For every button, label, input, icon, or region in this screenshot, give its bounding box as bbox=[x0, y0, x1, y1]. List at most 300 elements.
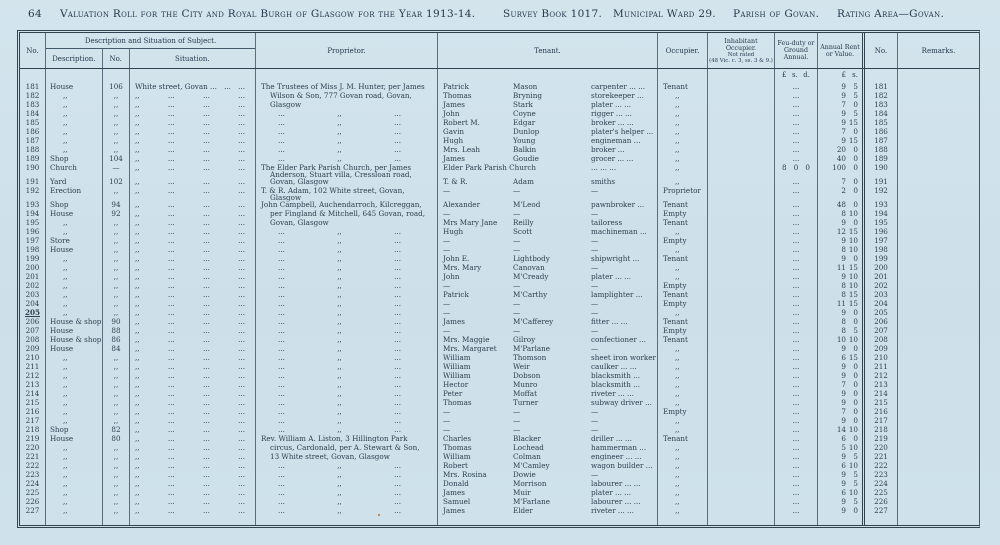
cell-no-right bbox=[865, 69, 898, 82]
cell-no-right: 227 bbox=[865, 506, 898, 515]
cell-description: ,, bbox=[46, 118, 103, 127]
cell-no: 190 bbox=[20, 163, 46, 172]
cell-annual-rent: 9 10 bbox=[818, 236, 865, 245]
cell-tenant: James Muir plater ... ... bbox=[438, 488, 658, 497]
cell-street-no: ,, bbox=[103, 389, 130, 398]
cell-no-right: 186 bbox=[865, 127, 898, 136]
cell-occupier: Empty bbox=[658, 209, 708, 218]
cell-proprietor: Govan, Glasgow bbox=[256, 177, 438, 186]
cell-feu-duty: ... bbox=[775, 263, 818, 272]
cell-street-no: ,, bbox=[103, 407, 130, 416]
cell-situation: ,, ... ... ... bbox=[130, 452, 256, 461]
cell-feu-duty: ... bbox=[775, 91, 818, 100]
cell-street-no: ,, bbox=[103, 353, 130, 362]
table-row bbox=[20, 100, 979, 109]
cell-description: ,, bbox=[46, 218, 103, 227]
cell-filler bbox=[20, 515, 46, 525]
cell-occupier: Empty bbox=[658, 236, 708, 245]
cell-feu-duty: ... bbox=[775, 200, 818, 209]
cell-filler bbox=[898, 515, 979, 525]
cell-no: 197 bbox=[20, 236, 46, 245]
header-occupier: Occupier. bbox=[658, 33, 708, 68]
cell-annual-rent: 9 10 bbox=[818, 272, 865, 281]
cell-feu-duty: ... bbox=[775, 470, 818, 479]
cell-annual-rent: 8 10 bbox=[818, 281, 865, 290]
cell-street-no: ,, bbox=[103, 145, 130, 154]
cell-occupier: ,, bbox=[658, 227, 708, 236]
cell-inhabitant-occupier bbox=[708, 479, 775, 488]
cell-no-right: 216 bbox=[865, 407, 898, 416]
cell-tenant: — — — bbox=[438, 407, 658, 416]
cell-street-no: 104 bbox=[103, 154, 130, 163]
cell-description: ,, bbox=[46, 353, 103, 362]
cell-situation: ,, ... ... ... bbox=[130, 470, 256, 479]
cell-tenant: Thomas Turner subway driver ... bbox=[438, 398, 658, 407]
cell-occupier: ,, bbox=[658, 145, 708, 154]
cell-occupier: ,, bbox=[658, 272, 708, 281]
cell-proprietor: The Trustees of Miss J. M. Hunter, per James bbox=[256, 82, 438, 91]
table-row bbox=[20, 209, 979, 218]
cell-situation: ,, ... ... ... bbox=[130, 154, 256, 163]
cell-filler bbox=[103, 515, 130, 525]
cell-situation: ,, ... ... ... bbox=[130, 335, 256, 344]
cell-inhabitant-occupier bbox=[708, 127, 775, 136]
cell-situation: ,, ... ... ... bbox=[130, 254, 256, 263]
cell-annual-rent: 9 0 bbox=[818, 389, 865, 398]
cell-occupier: Tenant bbox=[658, 335, 708, 344]
cell-inhabitant-occupier bbox=[708, 91, 775, 100]
cell-remarks bbox=[898, 227, 979, 236]
cell-occupier: ,, bbox=[658, 371, 708, 380]
cell-situation: ,, ... ... ... bbox=[130, 272, 256, 281]
cell-situation: ,, ... ... ... bbox=[130, 186, 256, 195]
cell-feu-duty: ... bbox=[775, 344, 818, 353]
survey-book-label: Survey Book 1017. bbox=[503, 8, 603, 20]
cell-feu-duty: 8 0 0 bbox=[775, 163, 818, 172]
table-row bbox=[20, 452, 979, 461]
cell-occupier: ,, bbox=[658, 380, 708, 389]
cell-filler bbox=[818, 515, 865, 525]
cell-feu-duty: ... bbox=[775, 299, 818, 308]
cell-annual-rent: 9 15 bbox=[818, 118, 865, 127]
cell-no-right: 200 bbox=[865, 263, 898, 272]
cell-remarks bbox=[898, 425, 979, 434]
cell-situation: White street, Govan ... ... ... bbox=[130, 82, 256, 91]
cell-tenant: Mrs. Rosina Dowie — bbox=[438, 470, 658, 479]
cell-description: Church bbox=[46, 163, 103, 172]
cell-feu-duty: ... bbox=[775, 452, 818, 461]
cell-situation: ,, ... ... ... bbox=[130, 236, 256, 245]
cell-feu-duty: ... bbox=[775, 109, 818, 118]
table-row bbox=[20, 425, 979, 434]
cell-annual-rent: 11 15 bbox=[818, 263, 865, 272]
cell-occupier: ,, bbox=[658, 506, 708, 515]
cell-remarks bbox=[898, 416, 979, 425]
cell-no-right: 195 bbox=[865, 218, 898, 227]
cell-tenant: John E. Lightbody shipwright ... bbox=[438, 254, 658, 263]
cell-feu-duty: ... bbox=[775, 506, 818, 515]
cell-street-no: ,, bbox=[103, 218, 130, 227]
cell-feu-duty: ... bbox=[775, 186, 818, 195]
header-description-group bbox=[46, 33, 256, 68]
table-row bbox=[20, 371, 979, 380]
cell-occupier: ,, bbox=[658, 497, 708, 506]
cell-description: ,, bbox=[46, 371, 103, 380]
cell-inhabitant-occupier bbox=[708, 425, 775, 434]
table-body bbox=[20, 69, 979, 525]
cell-inhabitant-occupier bbox=[708, 326, 775, 335]
table-row bbox=[20, 407, 979, 416]
cell-occupier: ,, bbox=[658, 461, 708, 470]
header-description: Description. bbox=[46, 49, 103, 68]
cell-remarks bbox=[898, 461, 979, 470]
table-row bbox=[20, 218, 979, 227]
cell-description: ,, bbox=[46, 299, 103, 308]
cell-description: House bbox=[46, 434, 103, 443]
cell-proprietor: Glasgow bbox=[256, 100, 438, 109]
cell-annual-rent: 9 5 bbox=[818, 497, 865, 506]
cell-description: ,, bbox=[46, 362, 103, 371]
cell-no: 182 bbox=[20, 91, 46, 100]
cell-description: House bbox=[46, 245, 103, 254]
cell-situation bbox=[130, 69, 256, 82]
cell-no: 188 bbox=[20, 145, 46, 154]
cell-annual-rent: 9 0 bbox=[818, 308, 865, 317]
cell-situation: ,, ... ... ... bbox=[130, 497, 256, 506]
table-row bbox=[20, 163, 979, 172]
cell-proprietor: ... ,, ... bbox=[256, 127, 438, 136]
table-row bbox=[20, 281, 979, 290]
cell-situation: ,, ... ... ... bbox=[130, 425, 256, 434]
cell-street-no: ,, bbox=[103, 263, 130, 272]
cell-inhabitant-occupier bbox=[708, 389, 775, 398]
cell-proprietor: ... ,, ... bbox=[256, 317, 438, 326]
cell-inhabitant-occupier bbox=[708, 200, 775, 209]
cell-situation: ,, ... ... ... bbox=[130, 209, 256, 218]
cell-inhabitant-occupier bbox=[708, 317, 775, 326]
cell-annual-rent: 9 0 bbox=[818, 371, 865, 380]
cell-no-right: 187 bbox=[865, 136, 898, 145]
cell-remarks bbox=[898, 91, 979, 100]
cell-feu-duty: ... bbox=[775, 335, 818, 344]
table-row bbox=[20, 416, 979, 425]
cell-proprietor: ... ,, ... bbox=[256, 398, 438, 407]
cell-description: ,, bbox=[46, 254, 103, 263]
cell-annual-rent: 6 10 bbox=[818, 488, 865, 497]
cell-no: 227 bbox=[20, 506, 46, 515]
cell-annual-rent: 9 15 bbox=[818, 136, 865, 145]
table-row bbox=[20, 353, 979, 362]
cell-inhabitant-occupier bbox=[708, 506, 775, 515]
cell-filler bbox=[865, 515, 898, 525]
cell-tenant: — — — bbox=[438, 299, 658, 308]
cell-remarks bbox=[898, 163, 979, 172]
cell-annual-rent: 9 0 bbox=[818, 416, 865, 425]
cell-remarks bbox=[898, 443, 979, 452]
cell-remarks bbox=[898, 353, 979, 362]
cell-annual-rent: 10 10 bbox=[818, 335, 865, 344]
cell-description: ,, bbox=[46, 389, 103, 398]
cell-occupier: ,, bbox=[658, 362, 708, 371]
cell-no: 208 bbox=[20, 335, 46, 344]
cell-street-no: ,, bbox=[103, 443, 130, 452]
cell-description: ,, bbox=[46, 452, 103, 461]
cell-inhabitant-occupier bbox=[708, 371, 775, 380]
cell-remarks bbox=[898, 326, 979, 335]
cell-no-right: 214 bbox=[865, 389, 898, 398]
cell-situation: ,, ... ... ... bbox=[130, 200, 256, 209]
cell-tenant: Mrs. Mary Canovan — bbox=[438, 263, 658, 272]
cell-proprietor: ... ,, ... bbox=[256, 416, 438, 425]
cell-no-right: 192 bbox=[865, 186, 898, 195]
cell-no-right: 213 bbox=[865, 380, 898, 389]
cell-no-right: 193 bbox=[865, 200, 898, 209]
cell-street-no: 88 bbox=[103, 326, 130, 335]
cell-feu-duty: ... bbox=[775, 425, 818, 434]
cell-situation: ,, ... ... ... bbox=[130, 326, 256, 335]
cell-proprietor: ... ,, ... bbox=[256, 227, 438, 236]
cell-situation: ,, ... ... ... bbox=[130, 109, 256, 118]
cell-no-right: 217 bbox=[865, 416, 898, 425]
cell-remarks bbox=[898, 186, 979, 195]
table-row bbox=[20, 308, 979, 317]
cell-no: 221 bbox=[20, 452, 46, 461]
cell-occupier: Empty bbox=[658, 326, 708, 335]
cell-tenant: James Elder riveter ... ... bbox=[438, 506, 658, 515]
cell-description: Shop bbox=[46, 425, 103, 434]
cell-remarks bbox=[898, 254, 979, 263]
cell-remarks bbox=[898, 245, 979, 254]
cell-no: 209 bbox=[20, 344, 46, 353]
cell-street-no: ,, bbox=[103, 290, 130, 299]
cell-filler bbox=[130, 515, 256, 525]
cell-occupier: Empty bbox=[658, 281, 708, 290]
cell-street-no: ,, bbox=[103, 136, 130, 145]
cell-inhabitant-occupier bbox=[708, 461, 775, 470]
cell-situation: ,, ... ... ... bbox=[130, 371, 256, 380]
cell-annual-rent: 9 0 bbox=[818, 254, 865, 263]
cell-proprietor: Anderson, Stuart villa, Cressloan road, bbox=[256, 170, 438, 177]
cell-description: House & shop bbox=[46, 317, 103, 326]
cell-no: 219 bbox=[20, 434, 46, 443]
cell-remarks bbox=[898, 118, 979, 127]
filler-row bbox=[20, 515, 979, 525]
cell-situation: ,, ... ... ... bbox=[130, 299, 256, 308]
cell-remarks bbox=[898, 362, 979, 371]
cell-annual-rent: 7 0 bbox=[818, 380, 865, 389]
cell-proprietor: ... ,, ... bbox=[256, 470, 438, 479]
cell-feu-duty: ... bbox=[775, 281, 818, 290]
cell-description: ,, bbox=[46, 281, 103, 290]
cell-situation: ,, ... ... ... bbox=[130, 136, 256, 145]
cell-feu-duty: ... bbox=[775, 497, 818, 506]
cell-tenant: — — — bbox=[438, 416, 658, 425]
cell-proprietor: ... ,, ... bbox=[256, 308, 438, 317]
cell-situation: ,, ... ... ... bbox=[130, 263, 256, 272]
cell-proprietor: ... ,, ... bbox=[256, 362, 438, 371]
cell-feu-duty: ... bbox=[775, 127, 818, 136]
cell-no: 184 bbox=[20, 109, 46, 118]
cell-street-no: ,, bbox=[103, 118, 130, 127]
cell-street-no: ,, bbox=[103, 398, 130, 407]
cell-occupier: Empty bbox=[658, 299, 708, 308]
cell-proprietor: Rev. William A. Liston, 3 Hillington Park bbox=[256, 434, 438, 443]
cell-annual-rent: 9 5 bbox=[818, 452, 865, 461]
cell-feu-duty: ... bbox=[775, 100, 818, 109]
cell-feu-duty: ... bbox=[775, 227, 818, 236]
table-header bbox=[20, 33, 979, 69]
cell-remarks bbox=[898, 434, 979, 443]
cell-description: ,, bbox=[46, 470, 103, 479]
cell-occupier: ,, bbox=[658, 398, 708, 407]
cell-feu-duty: ... bbox=[775, 177, 818, 186]
cell-inhabitant-occupier bbox=[708, 254, 775, 263]
cell-no-right: 218 bbox=[865, 425, 898, 434]
cell-occupier: ,, bbox=[658, 100, 708, 109]
cell-description: ,, bbox=[46, 136, 103, 145]
cell-situation: ,, ... ... ... bbox=[130, 145, 256, 154]
table-row bbox=[20, 506, 979, 515]
cell-inhabitant-occupier bbox=[708, 227, 775, 236]
page-number: 64 bbox=[28, 8, 42, 20]
cell-inhabitant-occupier bbox=[708, 299, 775, 308]
cell-proprietor bbox=[256, 69, 438, 82]
table-row bbox=[20, 443, 979, 452]
cell-inhabitant-occupier bbox=[708, 434, 775, 443]
cell-no: 206 bbox=[20, 317, 46, 326]
table-row bbox=[20, 488, 979, 497]
cell-remarks bbox=[898, 335, 979, 344]
cell-street-no: ,, bbox=[103, 416, 130, 425]
parish-label: Parish of Govan. bbox=[733, 8, 820, 20]
cell-remarks bbox=[898, 479, 979, 488]
cell-situation: ,, ... ... ... bbox=[130, 163, 256, 172]
cell-feu-duty: ... bbox=[775, 154, 818, 163]
cell-street-no: ,, bbox=[103, 236, 130, 245]
cell-description: ,, bbox=[46, 109, 103, 118]
valuation-table bbox=[17, 30, 980, 528]
cell-remarks bbox=[898, 82, 979, 91]
cell-proprietor: ... ,, ... bbox=[256, 479, 438, 488]
cell-street-no: ,, bbox=[103, 127, 130, 136]
cell-annual-rent: 40 0 bbox=[818, 154, 865, 163]
cell-street-no: ,, bbox=[103, 497, 130, 506]
cell-annual-rent: 9 0 bbox=[818, 344, 865, 353]
cell-situation: ,, ... ... ... bbox=[130, 398, 256, 407]
cell-tenant: — — — bbox=[438, 326, 658, 335]
cell-proprietor: ... ,, ... bbox=[256, 461, 438, 470]
cell-annual-rent: 5 10 bbox=[818, 443, 865, 452]
cell-street-no: 90 bbox=[103, 317, 130, 326]
cell-tenant: Mrs. Maggie Gilroy confectioner ... bbox=[438, 335, 658, 344]
cell-filler bbox=[438, 515, 658, 525]
cell-situation: ,, ... ... ... bbox=[130, 227, 256, 236]
header-street-no: No. bbox=[103, 49, 130, 68]
cell-annual-rent: 11 15 bbox=[818, 299, 865, 308]
cell-street-no: ,, bbox=[103, 488, 130, 497]
cell-street-no: 80 bbox=[103, 434, 130, 443]
cell-occupier: Tenant bbox=[658, 434, 708, 443]
cell-annual-rent: 8 15 bbox=[818, 290, 865, 299]
table-row bbox=[20, 227, 979, 236]
cell-remarks bbox=[898, 371, 979, 380]
cell-feu-duty: ... bbox=[775, 371, 818, 380]
cell-tenant: John M'Cready plater ... ... bbox=[438, 272, 658, 281]
cell-tenant: Donald Morrison labourer ... ... bbox=[438, 479, 658, 488]
cell-inhabitant-occupier bbox=[708, 290, 775, 299]
cell-tenant: William Colman engineer ... ... bbox=[438, 452, 658, 461]
cell-proprietor: ... ,, ... bbox=[256, 407, 438, 416]
cell-street-no: ,, bbox=[103, 227, 130, 236]
table-row bbox=[20, 344, 979, 353]
cell-inhabitant-occupier bbox=[708, 263, 775, 272]
cell-tenant: Patrick M'Carthy lamplighter ... bbox=[438, 290, 658, 299]
cell-tenant: Mrs Mary Jane Reilly tailoress bbox=[438, 218, 658, 227]
cell-situation: ,, ... ... ... bbox=[130, 479, 256, 488]
cell-occupier: ,, bbox=[658, 136, 708, 145]
table-row bbox=[20, 389, 979, 398]
cell-tenant: — — — bbox=[438, 245, 658, 254]
cell-description: ,, bbox=[46, 127, 103, 136]
table-row bbox=[20, 461, 979, 470]
cell-no: 191 bbox=[20, 177, 46, 186]
cell-situation: ,, ... ... ... bbox=[130, 344, 256, 353]
cell-inhabitant-occupier bbox=[708, 209, 775, 218]
table-row bbox=[20, 154, 979, 163]
cell-no-right: 220 bbox=[865, 443, 898, 452]
cell-situation: ,, ... ... ... bbox=[130, 416, 256, 425]
cell-street-no: ,, bbox=[103, 362, 130, 371]
cell-proprietor: ... ,, ... bbox=[256, 326, 438, 335]
cell-inhabitant-occupier bbox=[708, 398, 775, 407]
cell-tenant: — — — bbox=[438, 425, 658, 434]
units-row bbox=[20, 69, 979, 82]
table-row bbox=[20, 177, 979, 186]
cell-annual-rent: 14 10 bbox=[818, 425, 865, 434]
cell-occupier: ,, bbox=[658, 425, 708, 434]
cell-street-no: 92 bbox=[103, 209, 130, 218]
cell-no-right: 206 bbox=[865, 317, 898, 326]
cell-remarks bbox=[898, 407, 979, 416]
cell-remarks bbox=[898, 127, 979, 136]
cell-tenant: Peter Moffat riveter ... ... bbox=[438, 389, 658, 398]
cell-remarks bbox=[898, 100, 979, 109]
cell-occupier: Tenant bbox=[658, 254, 708, 263]
cell-description: ,, bbox=[46, 100, 103, 109]
cell-description: ,, bbox=[46, 227, 103, 236]
cell-no: 207 bbox=[20, 326, 46, 335]
cell-no: 217 bbox=[20, 416, 46, 425]
cell-description: Store bbox=[46, 236, 103, 245]
cell-occupier: ,, bbox=[658, 416, 708, 425]
cell-tenant: William Dobson blacksmith ... bbox=[438, 371, 658, 380]
cell-no bbox=[20, 69, 46, 82]
table-row bbox=[20, 118, 979, 127]
cell-proprietor: Wilson & Son, 777 Govan road, Govan, bbox=[256, 91, 438, 100]
cell-proprietor: ... ,, ... bbox=[256, 380, 438, 389]
cell-tenant: Robert M. Edgar broker ... ... bbox=[438, 118, 658, 127]
cell-description: ,, bbox=[46, 145, 103, 154]
cell-occupier: ,, bbox=[658, 163, 708, 172]
cell-occupier: Tenant bbox=[658, 218, 708, 227]
cell-street-no: 106 bbox=[103, 82, 130, 91]
cell-no-right: 215 bbox=[865, 398, 898, 407]
cell-tenant: Hugh Young engineman ... bbox=[438, 136, 658, 145]
cell-no-right: 182 bbox=[865, 91, 898, 100]
cell-annual-rent: 9 5 bbox=[818, 109, 865, 118]
cell-remarks bbox=[898, 506, 979, 515]
cell-occupier: ,, bbox=[658, 344, 708, 353]
